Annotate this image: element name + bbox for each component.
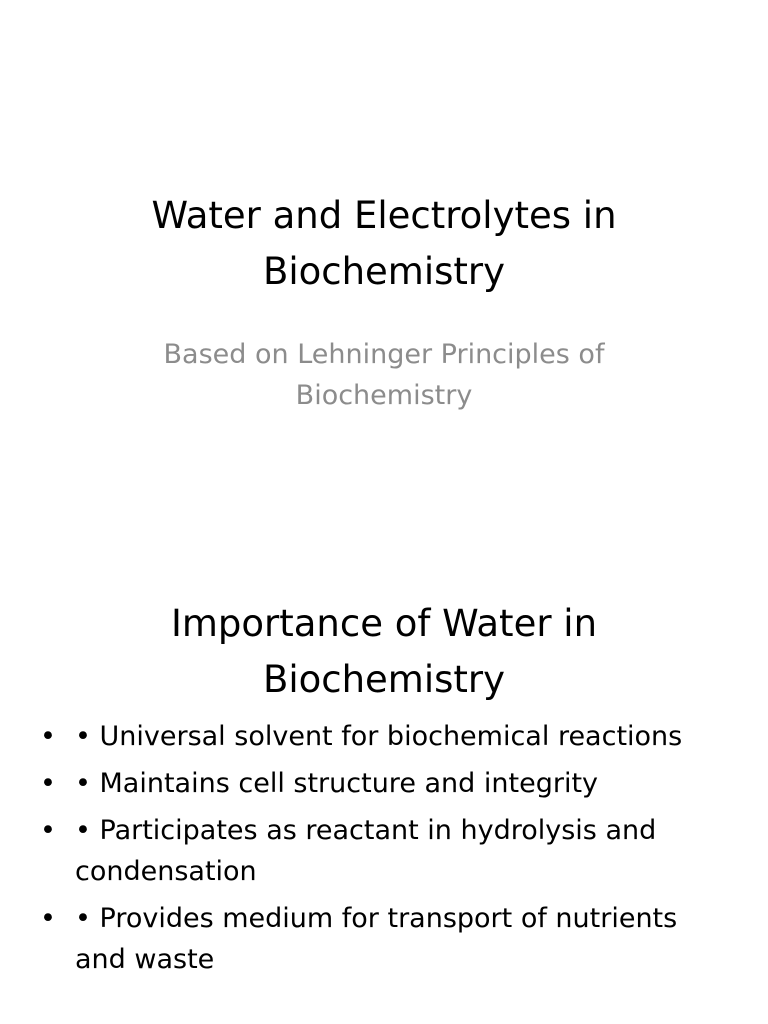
bullet-icon: • [40,815,56,846]
bullet-icon: • [40,768,56,799]
list-item [40,810,728,892]
list-item [40,716,728,757]
list-item [40,763,728,804]
list-item-text: • Universal solvent for biochemical reactions [75,721,683,752]
list-item [40,898,728,980]
content-slide [0,512,768,1024]
bullet-list [40,716,728,986]
bullet-icon: • [40,721,56,752]
slide-title: Water and Electrolytes in Biochemistry [151,194,617,293]
slide-subtitle: Based on Lehninger Principles of Biochemistry [163,339,605,411]
list-item-text: • Provides medium for transport of nutrients and waste [75,903,678,975]
list-item-text: • Participates as reactant in hydrolysis and condensation [75,815,657,887]
slide-title: Importance of Water in Biochemistry [170,602,598,701]
bullet-icon: • [40,903,56,934]
list-item-text: • Maintains cell structure and integrity [75,768,599,799]
